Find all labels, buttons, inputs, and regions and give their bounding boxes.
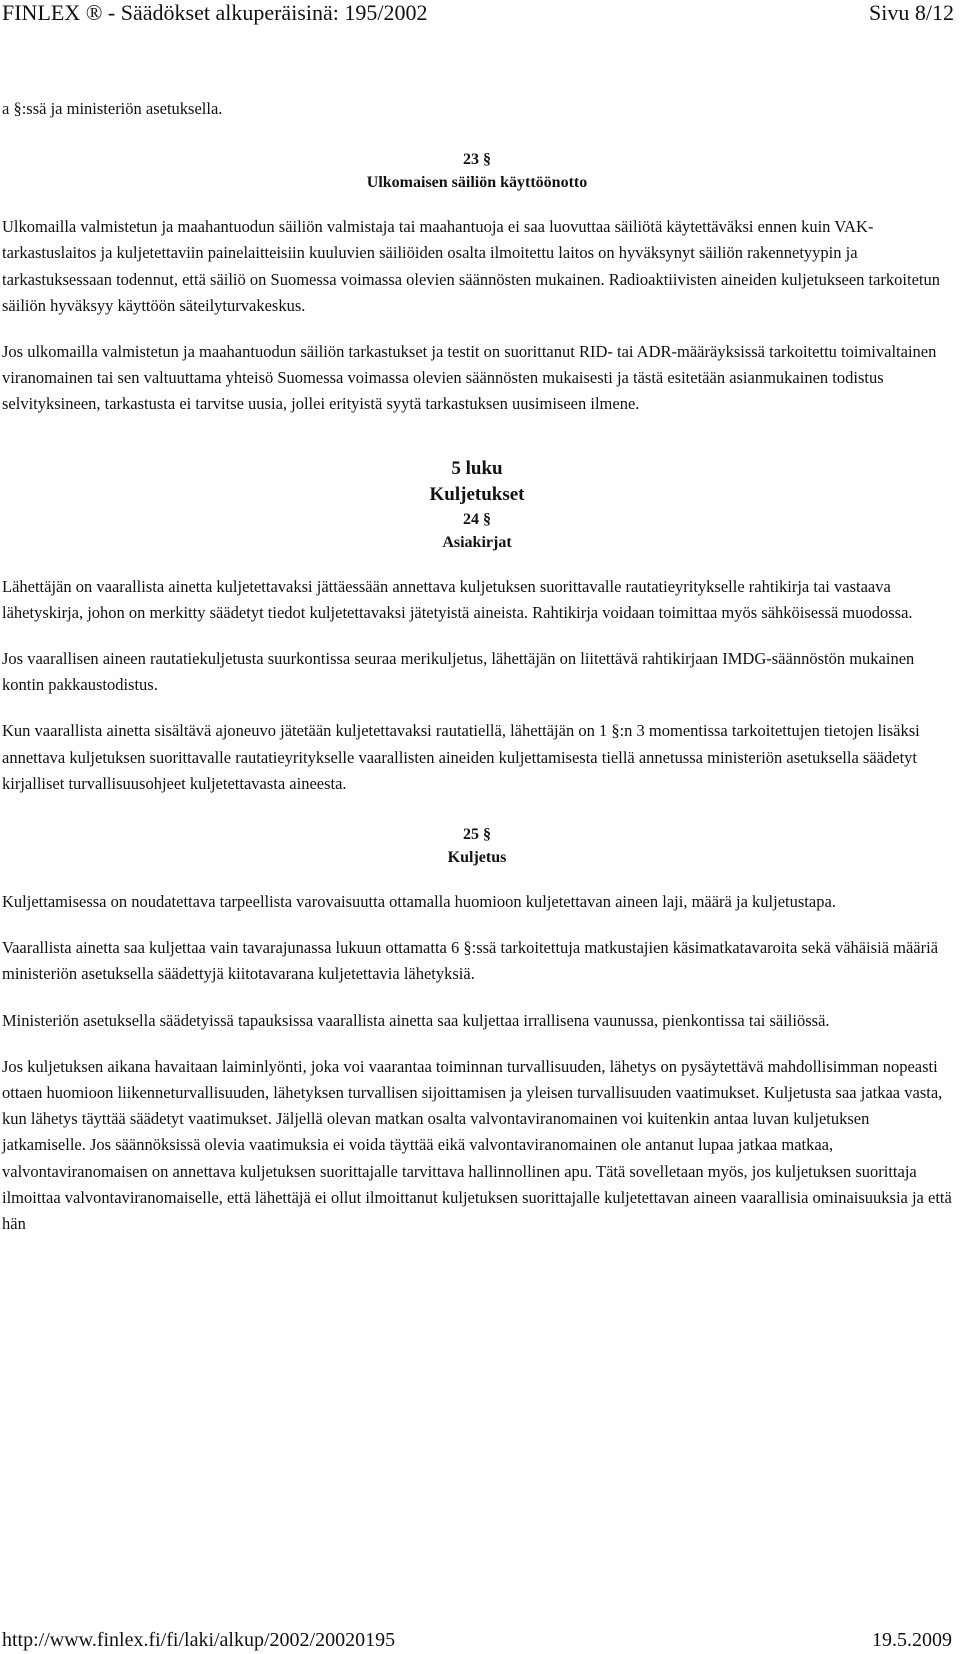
- print-header: [0, 0, 960, 34]
- chapter-5-number: 5 luku: [451, 457, 503, 479]
- section-24-paragraph-1: Lähettäjän on vaarallista ainetta kuljetettavaksi jättäessään annettava kuljetuksen suorittavalle rautatieyritykselle rahtikirja tai vastaava lähetyskirja, johon on merkitty säädetyt tiedot kuljetettavaksi jätetyistä aineista. Rahtikirja voidaan toimittaa myös sähköisessä muodossa.: [2, 576, 913, 622]
- section-23-paragraph-2: Jos ulkomailla valmistetun ja maahantuodun säiliön tarkastukset ja testit on suorittanut RID- tai ADR-määräyksissä tarkoitettu toimivaltainen viranomainen tai sen valtuuttama yhteisö Suomessa voimassa olevien säännösten mukaisesti ja tästä esitetään asianmukainen todistus selvityksineen, tarkastusta ei tarvitse uusia, jollei erityistä syytä tarkastuksen uusimiseen ilmene.: [2, 342, 937, 414]
- section-25-title: Kuljetus: [447, 849, 507, 867]
- section-25-number: 25 §: [463, 826, 491, 844]
- section-24-number: 24 §: [463, 510, 491, 528]
- section-24-paragraph-3: Kun vaarallista ainetta sisältävä ajoneuvo jätetään kuljetettavaksi rautatiellä, lähettäjän on 1 §:n 3 momentissa tarkoitettujen tietojen lisäksi annettava kuljetuksen suorittavalle rautatieyritykselle vaarallisten aineiden kuljettamisesta tiellä annetussa ministeriön asetuksella säädetyt kirjalliset turvallisuusohjeet kuljetettavasta aineesta.: [2, 721, 920, 793]
- print-date: 19.5.2009: [872, 1629, 952, 1651]
- section-24-title: Asiakirjat: [442, 533, 512, 551]
- document-title: FINLEX ® - Säädökset alkuperäisinä: 195/2002: [2, 0, 428, 25]
- source-url: http://www.finlex.fi/fi/laki/alkup/2002/20020195: [2, 1629, 396, 1651]
- section-25-paragraph-2: Vaarallista ainetta saa kuljettaa vain tavarajunassa lukuun ottamatta 6 §:ssä tarkoitettuja matkustajien käsimatkatavaroita sekä vähäisiä määriä ministeriön asetuksella säädettyjä kiitotavarana kuljetettavia lähetyksiä.: [2, 938, 939, 984]
- section-25-paragraph-1: Kuljettamisessa on noudatettava tarpeellista varovaisuutta ottamalla huomioon kuljetettavan aineen laji, määrä ja kuljetustapa.: [2, 892, 836, 912]
- intro-line: a §:ssä ja ministeriön asetuksella.: [2, 99, 223, 118]
- page-number: Sivu 8/12: [869, 0, 954, 25]
- print-footer: [0, 1628, 960, 1654]
- section-25-paragraph-4: Jos kuljetuksen aikana havaitaan laiminlyönti, joka voi vaarantaa toiminnan turvallisuuden, lähetys on pysäytettävä mahdollisimman nopeasti ottaen huomioon liikenneturvallisuuden, lähetyksen turvallisen sijoittamisen ja yleisen turvallisuuden vaatimukset. Kuljetusta saa jatkaa vasta, kun lähetys täyttää säädetyt vaatimukset. Jäljellä olevan matkan osalta valvontaviranomainen voi kuitenkin antaa luvan kuljetuksen jatkamiselle. Jos säännöksissä olevia vaatimuksia ei voida täyttää eikä valvontaviranomainen ole antanut lupaa jatkaa matkaa, valvontaviranomaisen on annettava kuljetuksen suorittajalle tarvittava hallinnollinen apu. Tätä sovelletaan myös, jos kuljetuksen suorittaja ilmoittaa valvontaviranomaiselle, että lähettäjä ei ollut ilmoittanut kuljetuksen suorittajalle kuljetettavan aineen vaarallisia ominaisuuksia ja että hän: [2, 1056, 952, 1234]
- section-23-number: 23 §: [463, 151, 491, 169]
- section-23-paragraph-1: Ulkomailla valmistetun ja maahantuodun säiliön valmistaja tai maahantuoja ei saa luovuttaa säiliötä käytettäväksi ennen kuin VAK-tarkastuslaitos ja kuljetettaviin painelaitteisiin kuuluvien säiliöiden osalta ilmoitettu laitos on hyväksynyt säiliön rakennetyypin ja tarkastuksessaan todennut, että säiliö on Suomessa voimassa olevien säännösten mukainen. Radioaktiivisten aineiden kuljetukseen tarkoitetun säiliön hyväksyy käyttöön säteilyturvakeskus.: [2, 217, 940, 315]
- document-body: [2, 96, 952, 1237]
- section-25-paragraph-3: Ministeriön asetuksella säädetyissä tapauksissa vaarallista ainetta saa kuljettaa irrallisena vaunussa, pienkontissa tai säiliössä.: [2, 1010, 830, 1030]
- chapter-5-title: Kuljetukset: [429, 483, 525, 505]
- section-24-paragraph-2: Jos vaarallisen aineen rautatiekuljetusta suurkontissa seuraa merikuljetus, lähettäjän on liitettävä rahtikirjaan IMDG-säännöstön mukainen kontin pakkaustodistus.: [2, 649, 915, 695]
- section-23-title: Ulkomaisen säiliön käyttöönotto: [366, 174, 588, 192]
